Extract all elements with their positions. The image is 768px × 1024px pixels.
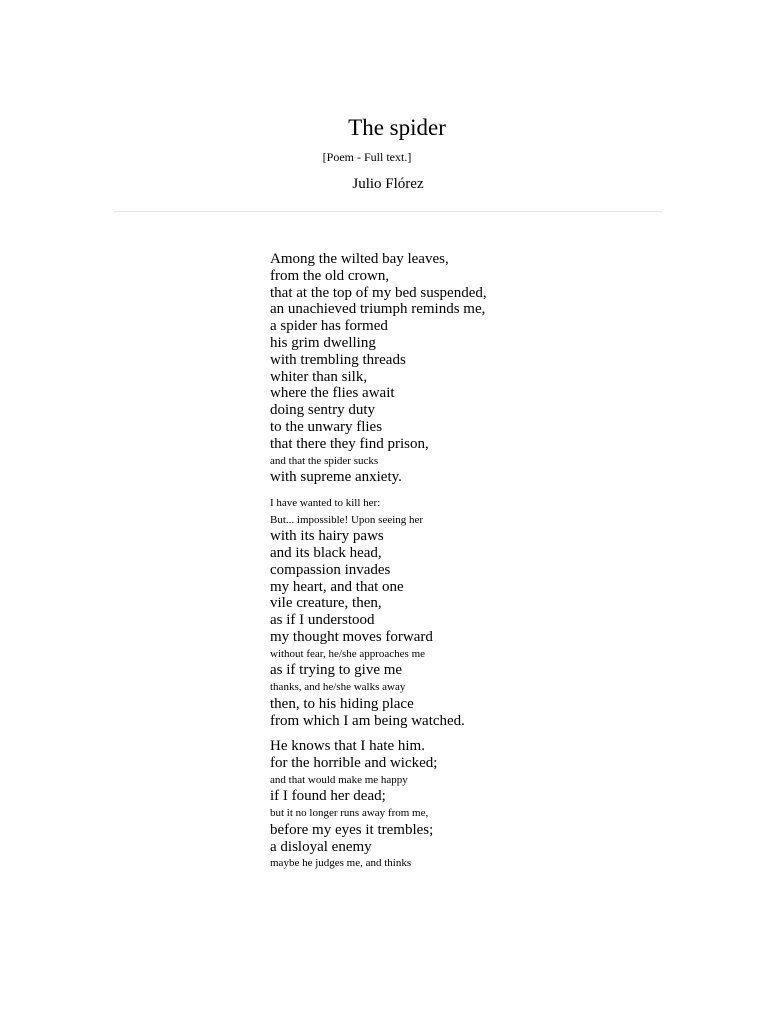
- poem-line: that at the top of my bed suspended,: [270, 284, 487, 301]
- poem-line: from the old crown,: [270, 267, 390, 284]
- poem-line: with trembling threads: [270, 351, 406, 368]
- poem-line: He knows that I hate him.: [270, 738, 425, 755]
- poem-line: an unachieved triumph reminds me,: [270, 301, 486, 318]
- poem-line: to the unwary flies: [270, 418, 383, 435]
- poem-line: a disloyal enemy: [270, 838, 372, 855]
- stanza-gap: [270, 729, 690, 738]
- poem-line: my thought moves forward: [270, 628, 433, 645]
- stanza: [270, 738, 690, 872]
- poem-line: and that the spider sucks: [270, 454, 379, 467]
- header-divider: [114, 211, 662, 212]
- stanza: [270, 495, 690, 729]
- poem-line: I have wanted to kill her:: [270, 496, 381, 509]
- poem-line: my heart, and that one: [270, 578, 404, 595]
- poem-line: doing sentry duty: [270, 402, 375, 419]
- poem-line: then, to his hiding place: [270, 695, 414, 712]
- poem-line: with its hairy paws: [270, 528, 384, 545]
- poem-line: vile creature, then,: [270, 595, 382, 612]
- poem-line: and that would make me happy: [270, 773, 408, 786]
- stanza-gap: [270, 486, 690, 495]
- poem-line: before my eyes it trembles;: [270, 821, 434, 838]
- poem-line: and its black head,: [270, 544, 382, 561]
- poem-line: whiter than silk,: [270, 368, 368, 385]
- poem-line: thanks, and he/she walks away: [270, 681, 406, 694]
- poem-body: [270, 251, 690, 872]
- poem-line: But... impossible! Upon seeing her: [270, 513, 424, 526]
- poem-line: where the flies await: [270, 385, 395, 402]
- poem-line: a spider has formed: [270, 318, 388, 335]
- poem-line: that there they find prison,: [270, 435, 429, 452]
- poem-line: without fear, he/she approaches me: [270, 647, 426, 660]
- poem-line: but it no longer runs away from me,: [270, 807, 429, 820]
- poem-subtitle: [Poem - Full text.]: [322, 150, 412, 164]
- poem-line: with supreme anxiety.: [270, 469, 402, 486]
- poem-line: as if I understood: [270, 612, 375, 629]
- poem-line: maybe he judges me, and thinks: [270, 857, 412, 870]
- poem-line: for the horrible and wicked;: [270, 755, 438, 772]
- poem-line: Among the wilted bay leaves,: [270, 251, 449, 267]
- poem-line: his grim dwelling: [270, 334, 376, 351]
- stanza: [270, 251, 690, 486]
- poem-title: The spider: [348, 115, 446, 140]
- poem-line: compassion invades: [270, 561, 391, 578]
- poem-author: Julio Flórez: [352, 176, 424, 192]
- poem-line: if I found her dead;: [270, 788, 386, 805]
- poem-line: from which I am being watched.: [270, 712, 465, 729]
- poem-line: as if trying to give me: [270, 662, 403, 679]
